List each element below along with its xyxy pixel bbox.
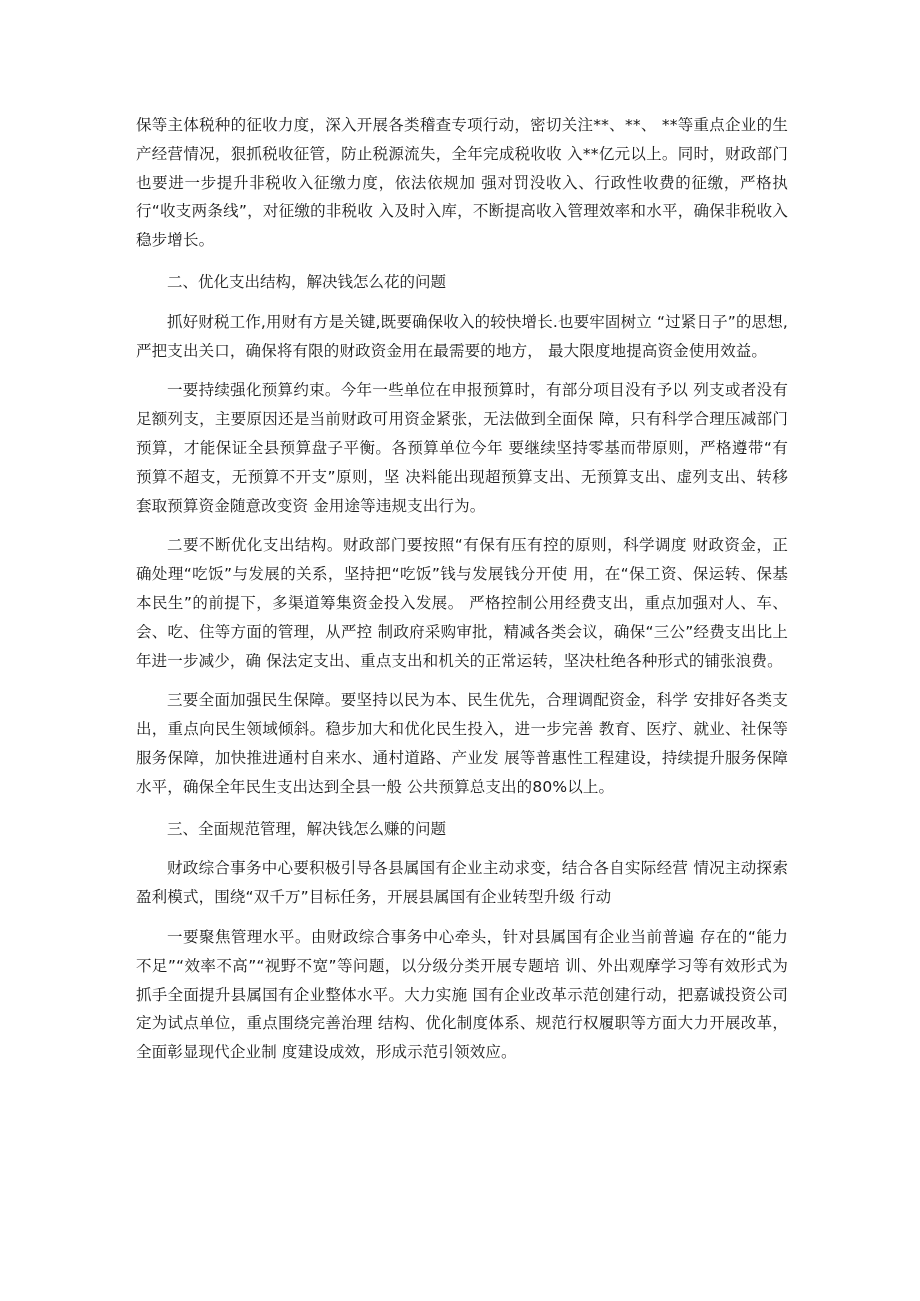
document-page	[136, 111, 788, 1067]
paragraph-soe-transformation: 财政综合事务中心要积极引导各县属国有企业主动求变，结合各自实际经营 情况主动探索盈利模式，围绕“双千万”目标任务，开展县属国有企业转型升级 行动	[136, 859, 788, 907]
paragraph-spending-structure: 二要不断优化支出结构。财政部门要按照“有保有压有控的原则，科学调度 财政资金，正确处理“吃饭”与发展的关系，坚持把“吃饭”钱与发展钱分开使 用，在“保工资、保运转、保基本民生”的前提下，多渠道筹集资金投入发展。 严格控制公用经费支出，重点加强对人、车、会、吃、住等方面的管理，从严控 制政府采购审批，精减各类会议，确保“三公”经费支出比上年进一步减少，确 保法定支出、重点支出和机关的正常运转，坚决杜绝各种形式的铺张浪费。	[136, 536, 788, 670]
paragraph-tax-collection: 保等主体税种的征收力度，深入开展各类稽查专项行动，密切关注**、**、 **等重点企业的生产经营情况，狠抓税收征管，防止税源流失，全年完成税收收 入**亿元以上。同时，财政部门也要进一步提升非税收入征缴力度，依法依规加 强对罚没收入、行政性收费的征缴，严格执行“收支两条线”，对征缴的非税收 入及时入库，不断提高收入管理效率和水平，确保非税收入稳步增长。	[136, 116, 788, 250]
paragraph-budget-constraint: 一要持续强化预算约束。今年一些单位在申报预算时，有部分项目没有予以 列支或者没有足额列支，主要原因还是当前财政可用资金紧张，无法做到全面保 障，只有科学合理压减部门预算，才能保证全县预算盘子平衡。各预算单位今年 要继续坚持零基而带原则，严格遵带“有预算不超支，无预算不开支”原则，坚 决料能出现超预算支出、无预算支出、虚列支出、转移套取预算资金随意改变资 金用途等违规支出行为。	[136, 381, 788, 515]
section-heading-management: 三、全面规范管理，解决钱怎么赚的问题	[167, 819, 447, 838]
paragraph-management-level: 一要聚焦管理水平。由财政综合事务中心牵头，针对县属国有企业当前普遍 存在的“能力不足”“效率不高”“视野不宽”等问题，以分级分类开展专题培 训、外出观摩学习等有效形式为抓手全面提升县属国有企业整体水平。大力实施 国有企业改革示范创建行动，把嘉诚投资公司定为试点单位，重点围绕完善治理 结构、优化制度体系、规范行权履职等方面大力开展改革，全面彰显现代企业制 度建设成效，形成示范引领效应。	[136, 927, 788, 1062]
section-heading-optimize-spending: 二、优化支出结构，解决钱怎么花的问题	[167, 272, 447, 291]
paragraph-spending-intro: 抓好财税工作,用财有方是关键,既要确保收入的较快增长.也要牢固树立 “过紧日子”的思想,严把支出关口，确保将有限的财政资金用在最需要的地方， 最大限度地提高资金使用效益。	[136, 312, 788, 360]
paragraph-livelihood: 三要全面加强民生保障。要坚持以民为本、民生优先，合理调配资金，科学 安排好各类支出，重点向民生领域倾斜。稳步加大和优化民生投入，进一步完善 教育、医疗、就业、社保等服务保障，加快推进通村自来水、通村道路、产业发 展等普惠性工程建设，持续提升服务保障水平，确保全年民生支出达到全县一般 公共预算总支出的80%以上。	[136, 691, 788, 796]
